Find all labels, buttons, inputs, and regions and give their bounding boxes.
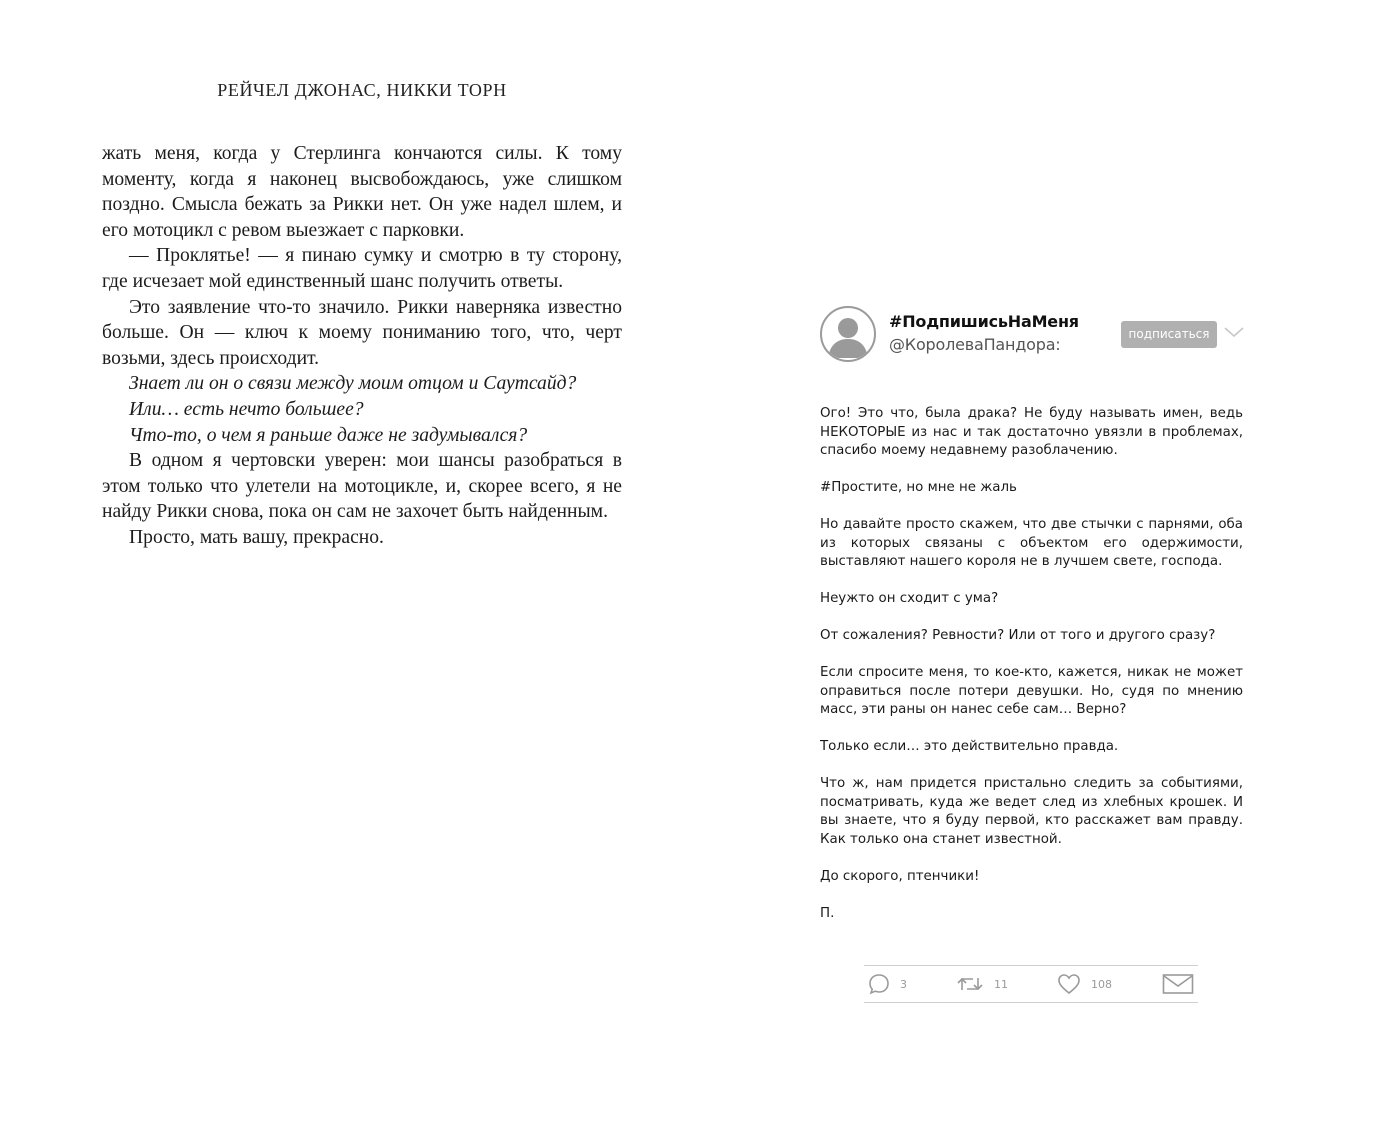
- envelope-icon: [1162, 973, 1194, 995]
- chevron-down-icon[interactable]: [1223, 324, 1245, 340]
- post-paragraph: Ого! Это что, была драка? Не буду называть имен, ведь НЕКОТОРЫЕ из нас и так достаточно увязли в проблемах, спасибо моему недавнему разоблачению.: [820, 406, 1243, 458]
- post-actions-bar: [864, 965, 1198, 1003]
- retweet-count: 11: [994, 977, 1008, 991]
- book-paragraph: В одном я чертовски уверен: мои шансы разобраться в этом только что улетели на мотоцикле, и, скорее всего, я не найду Рикки снова, пока он сам не захочет быть найденным.: [102, 450, 622, 523]
- post-signoff: До скорого, птенчики!: [820, 868, 980, 884]
- heart-icon: [1057, 973, 1081, 995]
- like-count: 108: [1091, 977, 1112, 991]
- book-thought: Или… есть нечто большее?: [129, 398, 364, 420]
- retweet-icon: [956, 973, 984, 995]
- post-hashtag: #Простите, но мне не жаль: [820, 480, 1017, 495]
- reply-button[interactable]: [868, 966, 907, 1002]
- post-paragraph: Если спросите меня, то кое-кто, кажется, никак не может оправиться после потери девушки. Но, судя по мнению масс, эти раны он нанес себе сам… Верно?: [820, 665, 1243, 717]
- reply-count: 3: [900, 977, 907, 991]
- book-text: [102, 141, 622, 551]
- post-paragraph: Неужто он сходит с ума?: [820, 591, 999, 606]
- post-paragraph: От сожаления? Ревности? Или от того и другого сразу?: [820, 628, 1216, 643]
- book-paragraph: Это заявление что-то значило. Рикки наверняка известно больше. Он — ключ к моему пониманию того, что, черт возьми, здесь происходит.: [102, 296, 622, 369]
- retweet-button[interactable]: [956, 966, 1008, 1002]
- post-paragraph: Только если… это действительно правда.: [820, 739, 1119, 754]
- avatar[interactable]: [820, 306, 876, 362]
- post-author-name[interactable]: #ПодпишисьНаМеня: [889, 312, 1079, 331]
- default-user-avatar-icon: [822, 308, 874, 360]
- social-post: [800, 290, 1260, 1020]
- book-paragraph: Просто, мать вашу, прекрасно.: [129, 526, 384, 548]
- post-paragraph: Что ж, нам придется пристально следить за событиями, посматривать, куда же ведет след из хлебных крошек. И вы знаете, что я буду первой, кто расскажет вам правду. Как только она станет известной.: [820, 776, 1243, 847]
- running-head: РЕЙЧЕЛ ДЖОНАС, НИККИ ТОРН: [217, 80, 507, 100]
- speech-bubble-icon: [868, 973, 890, 995]
- subscribe-button[interactable]: подписаться: [1121, 321, 1217, 348]
- book-paragraph: — Проклятье! — я пинаю сумку и смотрю в ту сторону, где исчезает мой единственный шанс получить ответы.: [102, 245, 622, 292]
- post-paragraph: Но давайте просто скажем, что две стычки с парнями, оба из которых связаны с объектом его одержимости, выставляют нашего короля не в лучшем свете, господа.: [820, 517, 1243, 569]
- book-paragraph: жать меня, когда у Стерлинга кончаются силы. К тому моменту, когда я наконец высвобождаюсь, уже слишком поздно. Смысла бежать за Рикки нет. Он уже надел шлем, и его мотоцикл с ревом выезжает с парковки.: [102, 143, 622, 241]
- post-author-handle[interactable]: @КоролеваПандора:: [889, 335, 1061, 354]
- like-button[interactable]: [1057, 966, 1112, 1002]
- post-body: [820, 405, 1243, 942]
- post-signature: П.: [820, 905, 835, 921]
- message-button[interactable]: [1162, 966, 1204, 1002]
- book-thought: Что-то, о чем я раньше даже не задумывался?: [129, 424, 528, 446]
- book-thought: Знает ли он о связи между моим отцом и Саутсайд?: [129, 373, 577, 395]
